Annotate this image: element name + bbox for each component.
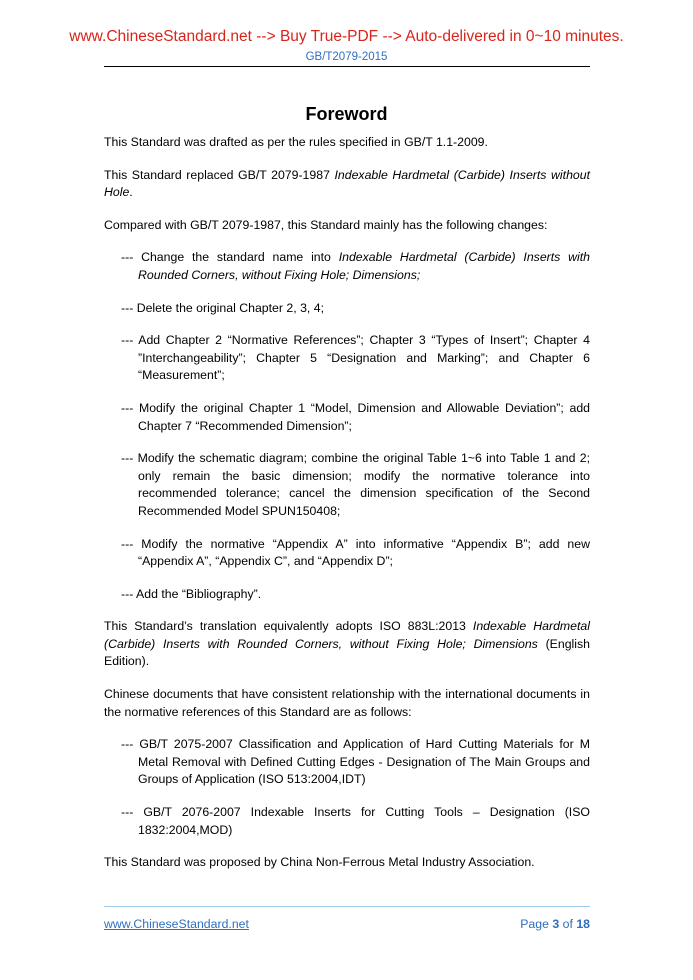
header-divider [104,66,590,67]
page-of: of [559,917,577,931]
paragraph-replaced-standard [104,167,590,202]
paragraph-references-intro: Chinese documents that have consistent relationship with the international documents in the normative references of this Standard are as follows: [104,687,590,719]
document-code: GB/T2079-2015 [305,51,388,63]
page-current: 3 [552,917,560,931]
foreword-body [104,134,590,887]
paragraph-changes-intro: Compared with GB/T 2079-1987, this Standard mainly has the following changes: [104,217,548,232]
text-run: . [129,185,133,200]
list-item: --- Add the “Bibliography”. [121,586,262,601]
page-prefix: Page [520,917,553,931]
page-indicator [520,917,590,931]
references-list [104,736,590,839]
list-item: --- Modify the original Chapter 1 “Model, Dimension and Allowable Deviation”; add Chapter 7 “Recommended Dimension”; [121,400,590,433]
paragraph-iso-adoption [104,618,590,671]
paragraph-drafting-rules: This Standard was drafted as per the rules specified in GB/T 1.1-2009. [104,135,488,149]
text-run: This Standard’s translation equivalently adopts ISO 883L:2013 [104,619,473,634]
paragraph-proposer: This Standard was proposed by China Non-Ferrous Metal Industry Association. [104,855,535,870]
list-item: --- GB/T 2075-2007 Classification and Application of Hard Cutting Materials for M Metal Removal with Defined Cutting Edges - Designation of The Main Groups and Groups of Application (ISO 513:2004,IDT) [121,737,590,787]
replaced-standard-title: Indexable Hardmetal (Carbide) Inserts without Hole [104,167,590,200]
list-item: --- Modify the normative “Appendix A” into informative “Appendix B”; add new “Appendix A”, “Appendix C”, and “Appendix D”; [121,536,590,569]
list-item: --- Delete the original Chapter 2, 3, 4; [121,300,325,315]
list-item: --- GB/T 2076-2007 Indexable Inserts for Cutting Tools – Designation (ISO 1832:2004,MOD) [121,805,590,837]
text-run: --- Change the standard name into [121,250,339,265]
text-run: This Standard replaced GB/T 2079-1987 [104,167,335,182]
text-run: (English Edition). [104,636,591,669]
footer-website-link[interactable]: www.ChineseStandard.net [104,917,249,931]
iso-standard-title: Indexable Hardmetal (Carbide) Inserts with Rounded Corners, without Fixing Hole; Dimensions [104,619,590,651]
list-item: --- Modify the schematic diagram; combine the original Table 1~6 into Table 1 and 2; only remain the basic dimension; modify the normative tolerance into recommended tolerance; cancel the dimension specification of the Second Recommended Model SPUN150408; [121,451,590,518]
page-title: Foreword [305,104,388,125]
list-item: --- Add Chapter 2 “Normative References”; Chapter 3 “Types of Insert”; Chapter 4 ”Interchangeability”; Chapter 5 “Designation and Marking”; and Chapter 6 “Measurement”; [121,333,590,383]
footer-divider [104,906,590,907]
list-item [104,249,590,284]
new-standard-name: Indexable Hardmetal (Carbide) Inserts with Rounded Corners, without Fixing Hole; Dimensions; [138,250,590,282]
page-total: 18 [576,917,590,931]
changes-list [104,249,590,603]
promo-banner[interactable]: www.ChineseStandard.net --> Buy True-PDF --> Auto-delivered in 0~10 minutes. [69,28,624,45]
